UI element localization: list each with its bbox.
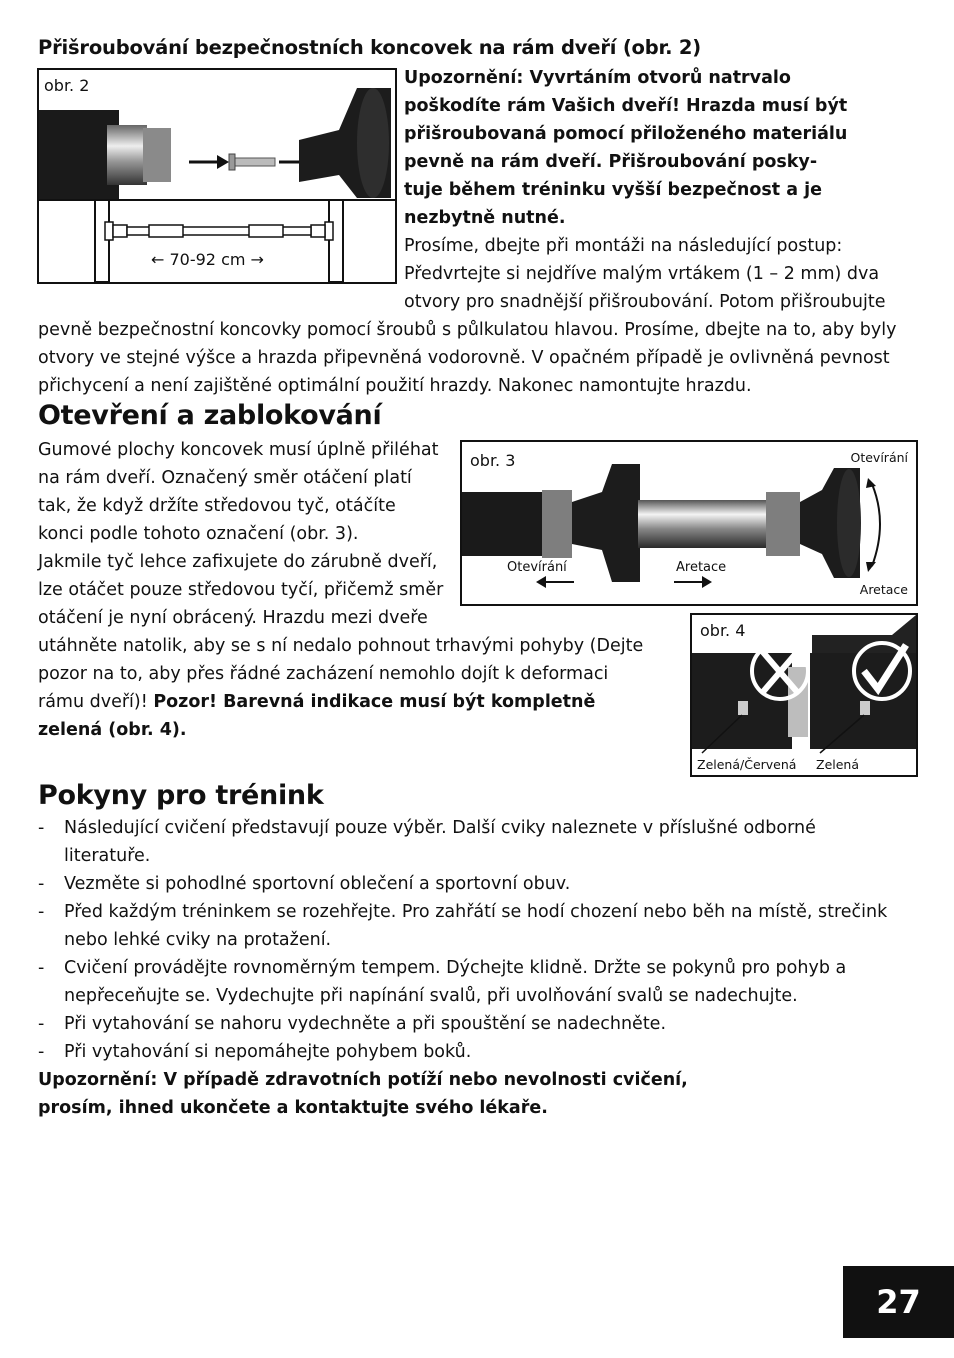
text-line: pevně bezpečnostní koncovky pomocí šroubů s půlkulatou hlavou. Prosíme, dbejte na to, aby byly — [38, 320, 897, 340]
text-line: Jakmile tyč lehce zafixujete do zárubně dveří, — [38, 552, 438, 572]
text-line: - Při vytahování si nepomáhejte pohybem boků. — [64, 1042, 472, 1062]
text-line: tak, že když držíte středovou tyč, otáčíte — [38, 496, 396, 516]
figure-3-open-arrow-label: Otevírání — [507, 560, 567, 575]
list-item — [38, 898, 918, 954]
list-item — [38, 1010, 918, 1038]
figure-3-open-label: Otevírání — [850, 450, 908, 465]
text-line: - Cvičení provádějte rovnoměrným tempem. Dýchejte klidně. Držte se pokynů pro pohyb a — [64, 958, 847, 978]
text-line: nepřeceňujte se. Vydechujte při napínání svalů, při uvolňování svalů se nadechujte. — [64, 986, 798, 1006]
figure-3-lock-arrow-label: Aretace — [676, 560, 727, 575]
text-line: otáčení je nyní obrácený. Hrazdu mezi dveře — [38, 608, 428, 628]
text-line: utáhněte natolik, aby se s ní nedalo pohnout trhavými pohyby (Dejte — [38, 636, 644, 656]
figure-3-illustration — [462, 442, 916, 604]
list-item — [38, 1038, 918, 1066]
page-number: 27 — [843, 1266, 954, 1338]
figure-4-left-caption: Zelená/Červená — [697, 757, 797, 772]
list-item — [38, 870, 918, 898]
section3-heading: Pokyny pro trénink — [38, 780, 324, 811]
text-line: otvory pro snadnější přišroubování. Potom přišroubujte — [404, 292, 886, 312]
text-line: nebo lehké cviky na protažení. — [64, 930, 332, 950]
text-line: přichycení a není zajištěné optimální použití hrazdy. Nakonec namontujte hrazdu. — [38, 376, 752, 396]
text-line: lze otáčet pouze středovou tyčí, přičemž směr — [38, 580, 444, 600]
text-line: - Vezměte si pohodlné sportovní oblečení a sportovní obuv. — [64, 874, 571, 894]
text-line: - Při vytahování se nahoru vydechněte a při spouštění se nadechněte. — [64, 1014, 667, 1034]
text-line: na rám dveří. Označený směr otáčení platí — [38, 468, 412, 488]
text-line: Předvrtejte si nejdříve malým vrtákem (1 – 2 mm) dva — [404, 264, 880, 284]
warning-line: tuje během tréninku vyšší bezpečnost a je — [404, 180, 823, 200]
figure-4-label: obr. 4 — [700, 621, 746, 640]
text-span: rámu dveří)! — [38, 692, 154, 712]
warning-line: pevně na rám dveří. Přišroubování posky- — [404, 152, 818, 172]
section1-heading: Přišroubování bezpečnostních koncovek na rám dveří (obr. 2) — [38, 36, 702, 59]
training-list — [38, 814, 918, 1066]
warning-line: přišroubovaná pomocí přiloženého materiálu — [404, 124, 848, 144]
section1-warning — [404, 64, 847, 232]
warning-line: poškodíte rám Vašich dveří! Hrazda musí být — [404, 96, 848, 116]
warning-line: nezbytně nutné. — [404, 208, 566, 228]
warning-line: prosím, ihned ukončete a kontaktujte svého lékaře. — [38, 1098, 548, 1118]
figure-4 — [690, 613, 918, 777]
figure-4-right-caption: Zelená — [816, 757, 859, 772]
text-line: konci podle tohoto označení (obr. 3). — [38, 524, 359, 544]
text-line: - Před každým tréninkem se rozehřejte. Pro zahřátí se hodí chození nebo běh na místě, strečink — [64, 902, 888, 922]
list-item — [38, 954, 918, 1010]
text-line: otvory ve stejné výšce a hrazda připevněná vodorovně. V opačném případě je ovlivněná pevnost — [38, 348, 890, 368]
section1-full-text — [38, 316, 896, 400]
warning-line: Upozornění: Vyvrtáním otvorů natrvalo — [404, 68, 791, 88]
text-line: - Následující cvičení představují pouze výběr. Další cviky naleznete v příslušné odborné — [64, 818, 816, 838]
bold-warning: zelená (obr. 4). — [38, 720, 187, 740]
figure-2-label: obr. 2 — [44, 76, 90, 95]
text-line — [38, 688, 643, 716]
text-line: pozor na to, aby přes řádné zacházení nemohlo dojít k deformaci — [38, 664, 609, 684]
list-item — [38, 814, 918, 870]
text-line: Prosíme, dbejte při montáži na následující postup: — [404, 236, 843, 256]
figure-3-label: obr. 3 — [470, 451, 516, 470]
section1-right-text — [404, 232, 886, 316]
warning-line: Upozornění: V případě zdravotních potíží nebo nevolnosti cvičení, — [38, 1070, 688, 1090]
figure-3-lock-label: Aretace — [859, 582, 908, 597]
text-line: literatuře. — [64, 846, 151, 866]
section3-warning — [38, 1066, 688, 1122]
text-line: Gumové plochy koncovek musí úplně přiléhat — [38, 440, 439, 460]
bold-warning: Pozor! Barevná indikace musí být kompletně — [153, 692, 596, 712]
figure-3 — [460, 440, 918, 606]
section2-heading: Otevření a zablokování — [38, 400, 382, 431]
figure-2 — [37, 68, 397, 284]
figure-2-measurement: ← 70-92 cm → — [151, 250, 264, 269]
